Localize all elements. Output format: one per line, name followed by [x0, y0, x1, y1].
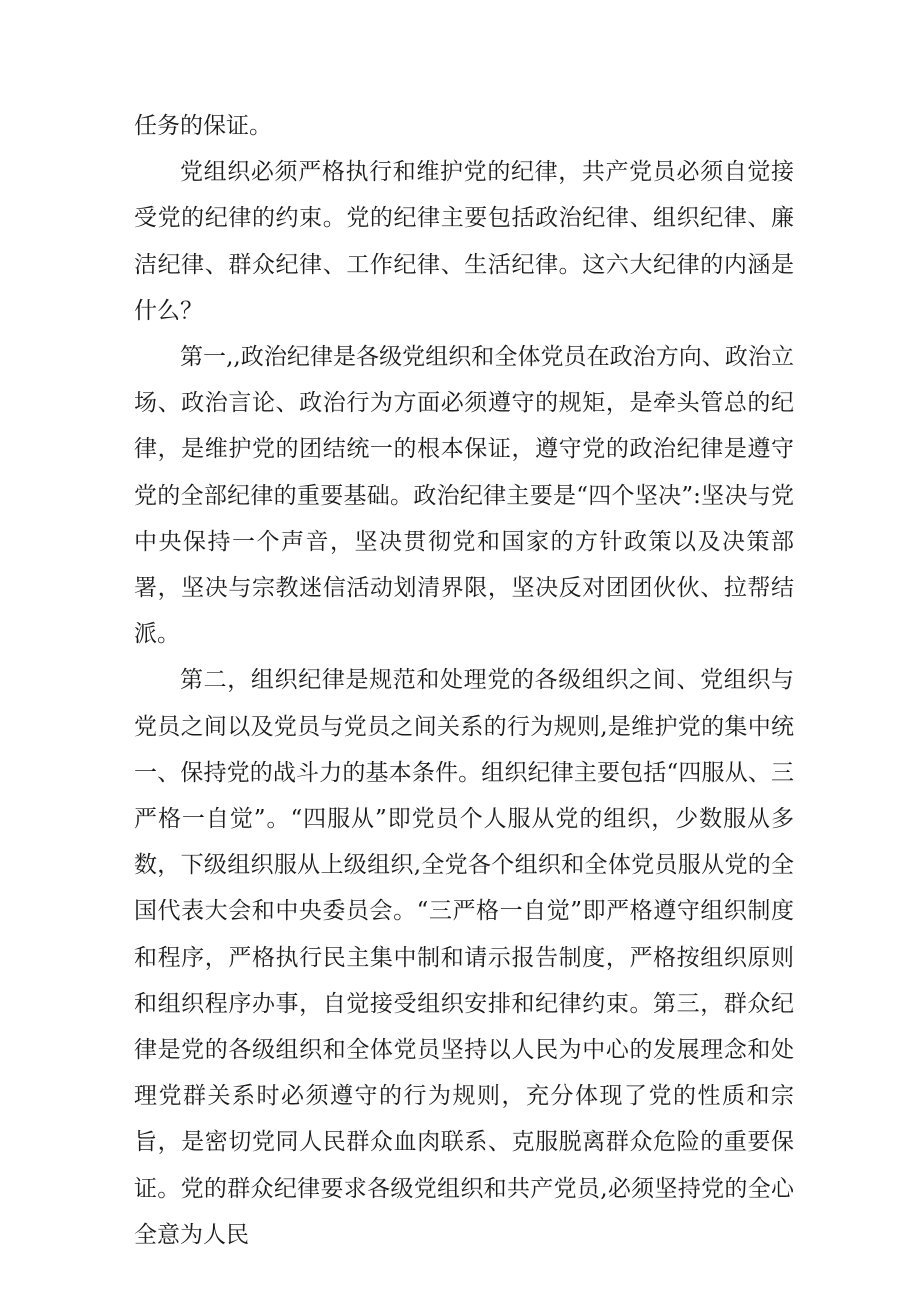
paragraph-organizational-discipline: 第二，组织纪律是规范和处理党的各级组织之间、党组织与党员之间以及党员与党员之间关系的行为规则,是维护党的集中统一、保持党的战斗力的基本条件。组织纪律主要包括“四服从、三严格一自觉”。“四服从”即党员个人服从党的组织，少数服从多数，下级组织服从上级组织,全党各个组织和全体党员服从党的全国代表大会和中央委员会。“三严格一自觉”即严格遵守组织制度和程序，严格执行民主集中制和请示报告制度，严格按组织原则和组织程序办事，自觉接受组织安排和纪律约束。第三，群众纪律是党的各级组织和全体党员坚持以人民为中心的发展理念和处理党群关系时必须遵守的行为规则，充分体现了党的性质和宗旨，是密切党同人民群众血肉联系、克服脱离群众危险的重要保证。党的群众纪律要求各级党组织和共产党员,必须坚持党的全心全意为人民	[134, 667, 794, 1248]
paragraph-party-discipline-intro: 党组织必须严格执行和维护党的纪律，共产党员必须自觉接受党的纪律的约束。党的纪律主要包括政治纪律、组织纪律、廉洁纪律、群众纪律、工作纪律、生活纪律。这六大纪律的内涵是什么？	[134, 159, 794, 324]
paragraph-political-discipline: 第一,,政治纪律是各级党组织和全体党员在政治方向、政治立场、政治言论、政治行为方面必须遵守的规矩，是牵头管总的纪律，是维护党的团结统一的根本保证，遵守党的政治纪律是遵守党的全部纪律的重要基础。政治纪律主要是“四个坚决”:坚决与党中央保持一个声音，坚决贯彻党和国家的方针政策以及决策部署，坚决与宗教迷信活动划清界限，坚决反对团团伙伙、拉帮结派。	[134, 344, 794, 648]
document-body	[134, 103, 794, 1258]
paragraph-continuation: 任务的保证。	[134, 113, 272, 139]
